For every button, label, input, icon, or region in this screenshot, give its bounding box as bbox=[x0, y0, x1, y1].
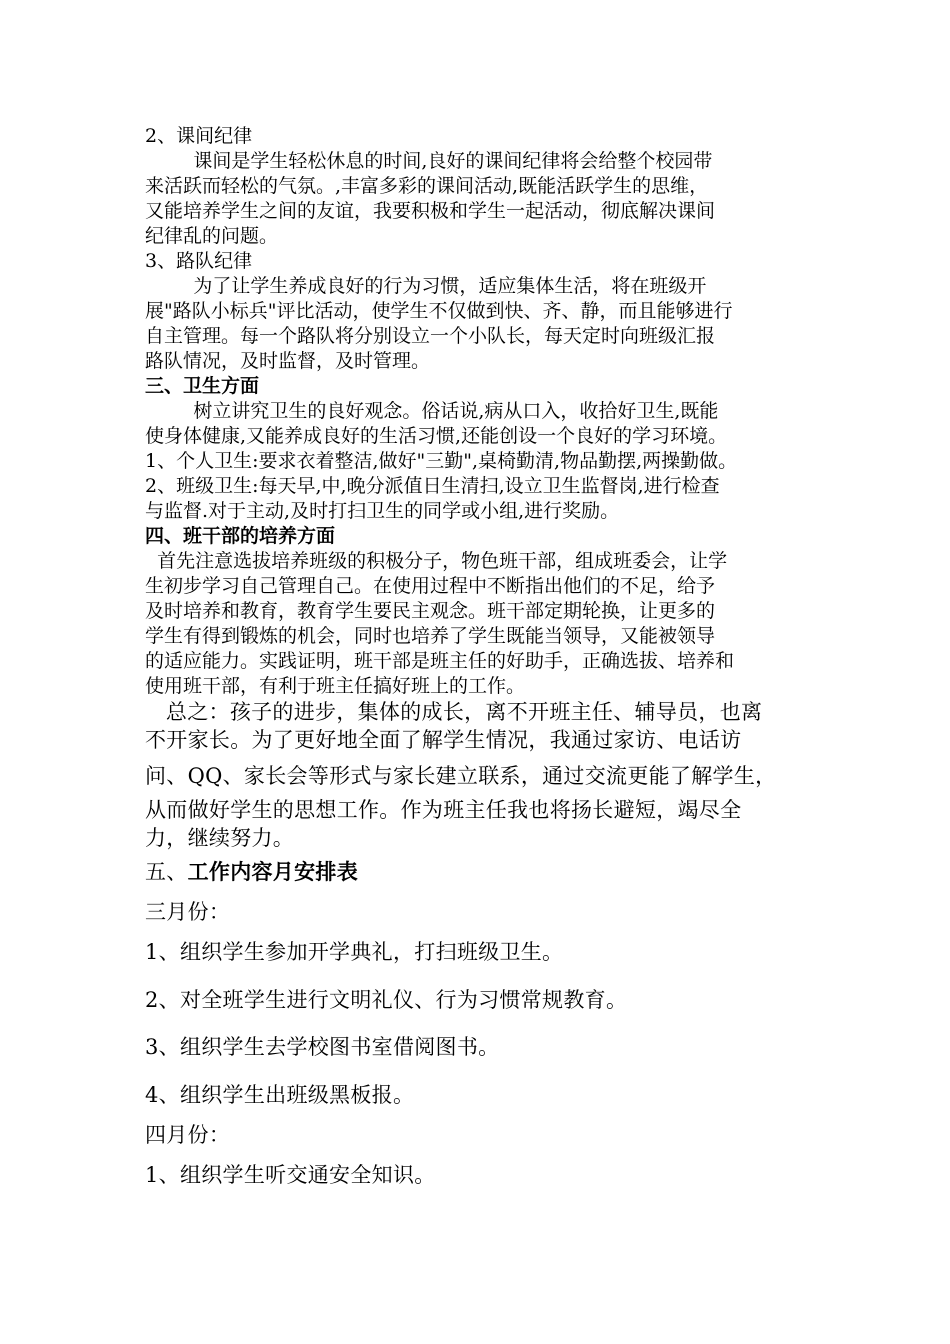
section-title: 工作内容月安排表 bbox=[187, 859, 359, 884]
paragraph-line: 生初步学习自己管理自己。在使用过程中不断指出他们的不足，给予 bbox=[145, 575, 716, 597]
list-item: 4、组织学生出班级黑板报。 bbox=[145, 1083, 415, 1107]
paragraph-line: 为了让学生养成良好的行为习惯，适应集体生活，将在班级开 bbox=[145, 275, 707, 297]
paragraph-line: 来活跃而轻松的气氛。,丰富多彩的课间活动,既能活跃学生的思维， bbox=[145, 175, 709, 197]
month-label-april: 四月份： bbox=[145, 1123, 231, 1147]
list-item: 1、组织学生参加开学典礼，打扫班级卫生。 bbox=[145, 940, 564, 964]
paragraph-line: 及时培养和教育，教育学生要民主观念。班干部定期轮换，让更多的 bbox=[145, 600, 716, 622]
month-label-march: 三月份： bbox=[145, 900, 231, 924]
paragraph-line: 首先注意选拔培养班级的积极分子，物色班干部，组成班委会，让学 bbox=[145, 550, 728, 572]
paragraph-line: 纪律乱的问题。 bbox=[145, 225, 279, 247]
paragraph-line: 使身体健康,又能养成良好的生活习惯,还能创设一个良好的学习环境。 bbox=[145, 425, 728, 447]
paragraph-line: 路队情况，及时监督，及时管理。 bbox=[145, 350, 431, 372]
heading-class-break-discipline: 2、课间纪律 bbox=[145, 125, 253, 147]
heading-queue-discipline: 3、路队纪律 bbox=[145, 250, 253, 272]
list-item: 1、组织学生听交通安全知识。 bbox=[145, 1163, 436, 1187]
summary-line: 从而做好学生的思想工作。作为班主任我也将扬长避短，竭尽全 bbox=[145, 798, 742, 822]
paragraph-line: 课间是学生轻松休息的时间,良好的课间纪律将会给整个校园带 bbox=[145, 150, 713, 172]
paragraph-line: 学生有得到锻炼的机会，同时也培养了学生既能当领导，又能被领导 bbox=[145, 625, 716, 647]
paragraph-line: 展"路队小标兵"评比活动，使学生不仅做到快、齐、静，而且能够进行 bbox=[145, 300, 733, 322]
section-number: 五、 bbox=[145, 860, 188, 884]
summary-line: 不开家长。为了更好地全面了解学生情况，我通过家访、电话访 bbox=[145, 728, 742, 752]
paragraph-line: 树立讲究卫生的良好观念。俗话说,病从口入，收拾好卫生,既能 bbox=[145, 400, 719, 422]
section-heading-hygiene: 三、卫生方面 bbox=[145, 375, 260, 397]
paragraph-line: 又能培养学生之间的友谊，我要积极和学生一起活动，彻底解决课间 bbox=[145, 200, 716, 222]
summary-line: 总之：孩子的进步，集体的成长，离不开班主任、辅导员，也离 bbox=[145, 700, 763, 724]
paragraph-line: 2、班级卫生:每天早,中,晚分派值日生清扫,设立卫生监督岗,进行检查 bbox=[145, 475, 720, 497]
section-heading-monthly-schedule bbox=[145, 858, 358, 886]
list-item: 2、对全班学生进行文明礼仪、行为习惯常规教育。 bbox=[145, 988, 628, 1012]
summary-line: 问、QQ、家长会等形式与家长建立联系，通过交流更能了解学生， bbox=[145, 764, 777, 788]
section-heading-class-cadres: 四、班干部的培养方面 bbox=[145, 525, 336, 547]
paragraph-line: 自主管理。每一个路队将分别设立一个小队长，每天定时向班级汇报 bbox=[145, 325, 716, 347]
paragraph-line: 与监督.对于主动,及时打扫卫生的同学或小组,进行奖励。 bbox=[145, 500, 620, 522]
paragraph-line: 1、个人卫生:要求衣着整洁,做好"三勤",桌椅勤清,物品勤摆,两操勤做。 bbox=[145, 450, 738, 472]
list-item: 3、组织学生去学校图书室借阅图书。 bbox=[145, 1035, 500, 1059]
summary-line: 力，继续努力。 bbox=[145, 826, 295, 850]
paragraph-line: 使用班干部，有利于班主任搞好班上的工作。 bbox=[145, 675, 526, 697]
paragraph-line: 的适应能力。实践证明，班干部是班主任的好助手，正确选拔、培养和 bbox=[145, 650, 735, 672]
